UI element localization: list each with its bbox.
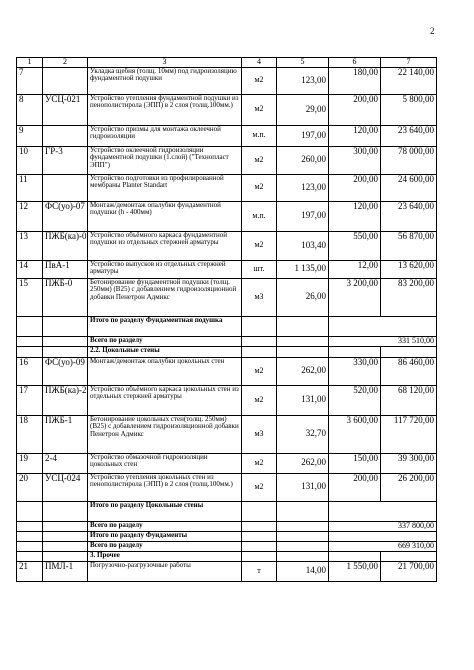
table-row [17,415,437,453]
unit-price: 3 600,00 [329,415,381,453]
empty-cell [43,501,88,521]
column-header-row [17,58,437,68]
quantity: 262,00 [277,453,329,473]
line-total: 23 640,00 [381,201,437,231]
unit-price: 120,00 [329,201,381,231]
unit: м2 [242,453,277,473]
estimate-table [16,57,437,582]
table-row [17,385,437,415]
line-total: 83 200,00 [381,278,437,316]
unit: шт. [242,260,277,278]
rate-code: ПЖБ(ка)-2 [43,385,88,415]
column-header: 3 [88,58,242,68]
empty-cell [17,531,43,541]
work-description: Укладка щебня (толщ. 10мм) под гидроизоляцию фундаментной подушки [88,67,242,94]
row-number: 15 [17,278,43,316]
line-total: 13 620,00 [381,260,437,278]
quantity: 1 135,00 [277,260,329,278]
rate-code: ФС(уо)-09 [43,357,88,385]
empty-cell [242,531,277,541]
empty-cell [242,521,277,531]
quantity: 103,40 [277,231,329,260]
row-number: 10 [17,146,43,174]
quantity: 29,00 [277,94,329,125]
unit: м.п. [242,201,277,231]
line-total: 5 800,00 [381,94,437,125]
empty-cell [277,521,329,531]
row-number: 14 [17,260,43,278]
quantity: 260,00 [277,146,329,174]
rate-code: ПЖБ(ка)-0 [43,231,88,260]
unit: м2 [242,174,277,201]
unit-price: 200,00 [329,174,381,201]
empty-cell [17,336,43,346]
subtotal-label: Итого по разделу Цокольные стены [88,501,242,521]
rate-code: ПЖБ-0 [43,278,88,316]
rate-code: ПМЛ-1 [43,561,88,581]
table-row [17,174,437,201]
unit: м2 [242,385,277,415]
subtotal-amount: 331 510,00 [329,336,437,346]
subtotal-row [17,336,437,346]
line-total: 56 870,00 [381,231,437,260]
empty-cell [242,316,277,336]
work-description: Бетонирование фундаментной подушки (толщ. 250мм) (В25) с добавлением гидроизоляционной добавки Пенетрон Адмикс [88,278,242,316]
unit: т [242,561,277,581]
quantity: 131,00 [277,473,329,501]
quantity: 131,00 [277,385,329,415]
column-header: 4 [242,58,277,68]
subtotal-label: Всего по разделу [88,336,242,346]
empty-cell [329,346,381,357]
section-header-row [17,346,437,357]
column-header: 7 [381,58,437,68]
unit-price: 200,00 [329,94,381,125]
unit-price: 1 550,00 [329,561,381,581]
work-description: Устройство призмы для монтажа оклеечной гидроизоляции [88,125,242,146]
page-number: 2 [430,26,435,36]
line-total: 26 200,00 [381,473,437,501]
line-total: 23 640,00 [381,125,437,146]
empty-cell [17,316,43,336]
unit-price: 550,00 [329,231,381,260]
table-row [17,94,437,125]
unit: м3 [242,415,277,453]
work-description: Устройство выпусков из отдельных стержней арматуры [88,260,242,278]
rate-code: ГР-3 [43,146,88,174]
table-row [17,561,437,581]
empty-cell [43,336,88,346]
quantity: 26,00 [277,278,329,316]
quantity: 197,00 [277,125,329,146]
table-row [17,231,437,260]
unit: м.п. [242,125,277,146]
rate-code [43,125,88,146]
row-number: 12 [17,201,43,231]
empty-cell [17,551,43,561]
line-total: 21 700,00 [381,561,437,581]
row-number: 16 [17,357,43,385]
empty-cell [17,346,43,357]
empty-cell [17,521,43,531]
subtotal-amount [329,316,437,336]
subtotal-amount: 337 800,00 [329,521,437,531]
unit: м2 [242,473,277,501]
subtotal-label: Итого по разделу Фундаментная подушка [88,316,242,336]
table-row [17,260,437,278]
work-description: Погрузочно-разгрузочные работы [88,561,242,581]
table-row [17,453,437,473]
empty-cell [242,336,277,346]
unit: м2 [242,357,277,385]
unit-price: 300,00 [329,146,381,174]
unit-price: 3 200,00 [329,278,381,316]
column-header: 6 [329,58,381,68]
rate-code: ФС(уо)-07 [43,201,88,231]
quantity: 14,00 [277,561,329,581]
column-header: 2 [43,58,88,68]
empty-cell [277,501,329,521]
subtotal-amount [329,531,437,541]
row-number: 8 [17,94,43,125]
work-description: Устройство утепления фундаментной подушки из пенополистирола (ЭПП) в 2 слоя (толщ.100мм.) [88,94,242,125]
unit: м2 [242,67,277,94]
table-row [17,357,437,385]
table-row [17,201,437,231]
table-row [17,278,437,316]
empty-cell [277,316,329,336]
quantity: 123,00 [277,174,329,201]
empty-cell [381,346,437,357]
empty-cell [242,541,277,551]
empty-cell [329,551,381,561]
empty-cell [277,346,329,357]
table-row [17,146,437,174]
row-number: 20 [17,473,43,501]
empty-cell [17,501,43,521]
unit: м3 [242,278,277,316]
column-header: 5 [277,58,329,68]
work-description: Бетонирование цокольных стен(толщ. 250мм) (В25) с добавлением гидроизоляционной добавки Пенетрон Адмикс [88,415,242,453]
table-row [17,67,437,94]
quantity: 197,00 [277,201,329,231]
unit-price: 200,00 [329,473,381,501]
empty-cell [43,346,88,357]
unit-price: 12,00 [329,260,381,278]
line-total: 86 460,00 [381,357,437,385]
subtotal-label: Итого по разделу Фундаменты [88,531,242,541]
empty-cell [43,316,88,336]
rate-code: УСЦ-024 [43,473,88,501]
empty-cell [43,541,88,551]
empty-cell [277,551,329,561]
rate-code [43,174,88,201]
row-number: 7 [17,67,43,94]
row-number: 19 [17,453,43,473]
rate-code: 2-4 [43,453,88,473]
subtotal-amount: 669 310,00 [329,541,437,551]
rate-code: ПЖБ-1 [43,415,88,453]
empty-cell [277,531,329,541]
quantity: 32,70 [277,415,329,453]
line-total: 68 120,00 [381,385,437,415]
row-number: 13 [17,231,43,260]
line-total: 117 720,00 [381,415,437,453]
section-title: 2.2. Цокольные стены [88,346,242,357]
unit: м2 [242,231,277,260]
empty-cell [381,551,437,561]
line-total: 78 000,00 [381,146,437,174]
empty-cell [242,501,277,521]
unit-price: 330,00 [329,357,381,385]
section-header-row [17,551,437,561]
unit: м2 [242,146,277,174]
work-description: Монтаж/демонтаж опалубки фундаментной подушки (h - 400мм) [88,201,242,231]
subtotal-row [17,316,437,336]
empty-cell [242,346,277,357]
work-description: Устройство объёмного каркаса цокольных стен из отдельных стержней арматуры [88,385,242,415]
quantity: 262,00 [277,357,329,385]
empty-cell [43,521,88,531]
unit-price: 120,00 [329,125,381,146]
work-description: Устройство оклеечной гидроизоляции фундаментной подушки (1.слой) ("Технопласт ЭПП") [88,146,242,174]
subtotal-label: Всего по разделу [88,521,242,531]
row-number: 17 [17,385,43,415]
unit-price: 150,00 [329,453,381,473]
line-total: 24 600,00 [381,174,437,201]
row-number: 11 [17,174,43,201]
subtotal-amount [329,501,437,521]
rate-code: ПвА-1 [43,260,88,278]
line-total: 39 300,00 [381,453,437,473]
empty-cell [277,336,329,346]
line-total: 22 140,00 [381,67,437,94]
unit-price: 520,00 [329,385,381,415]
work-description: Устройство подготовки из профилированной мембраны Planter Standart [88,174,242,201]
subtotal-row [17,541,437,551]
work-description: Устройство объёмного каркаса фундаментной подушки из отдельных стержней арматуры [88,231,242,260]
column-header: 1 [17,58,43,68]
empty-cell [43,531,88,541]
row-number: 9 [17,125,43,146]
subtotal-row [17,521,437,531]
unit-price: 180,00 [329,67,381,94]
rate-code: УСЦ-021 [43,94,88,125]
work-description: Устройство утепления цокольных стен из пенополистирола (ЭПП) в 2 слоя (толщ.100мм.) [88,473,242,501]
empty-cell [17,541,43,551]
row-number: 21 [17,561,43,581]
empty-cell [242,551,277,561]
subtotal-row [17,501,437,521]
subtotal-label: Всего по разделу [88,541,242,551]
section-title: 3. Прочее [88,551,242,561]
unit: м2 [242,94,277,125]
work-description: Монтаж/демонтаж опалубки цокольных стен [88,357,242,385]
work-description: Устройство обмазочной гидроизоляции цокольных стен [88,453,242,473]
empty-cell [43,551,88,561]
rate-code [43,67,88,94]
table-row [17,125,437,146]
subtotal-row [17,531,437,541]
row-number: 18 [17,415,43,453]
empty-cell [277,541,329,551]
quantity: 123,00 [277,67,329,94]
estimate-table-body [17,58,437,582]
table-row [17,473,437,501]
